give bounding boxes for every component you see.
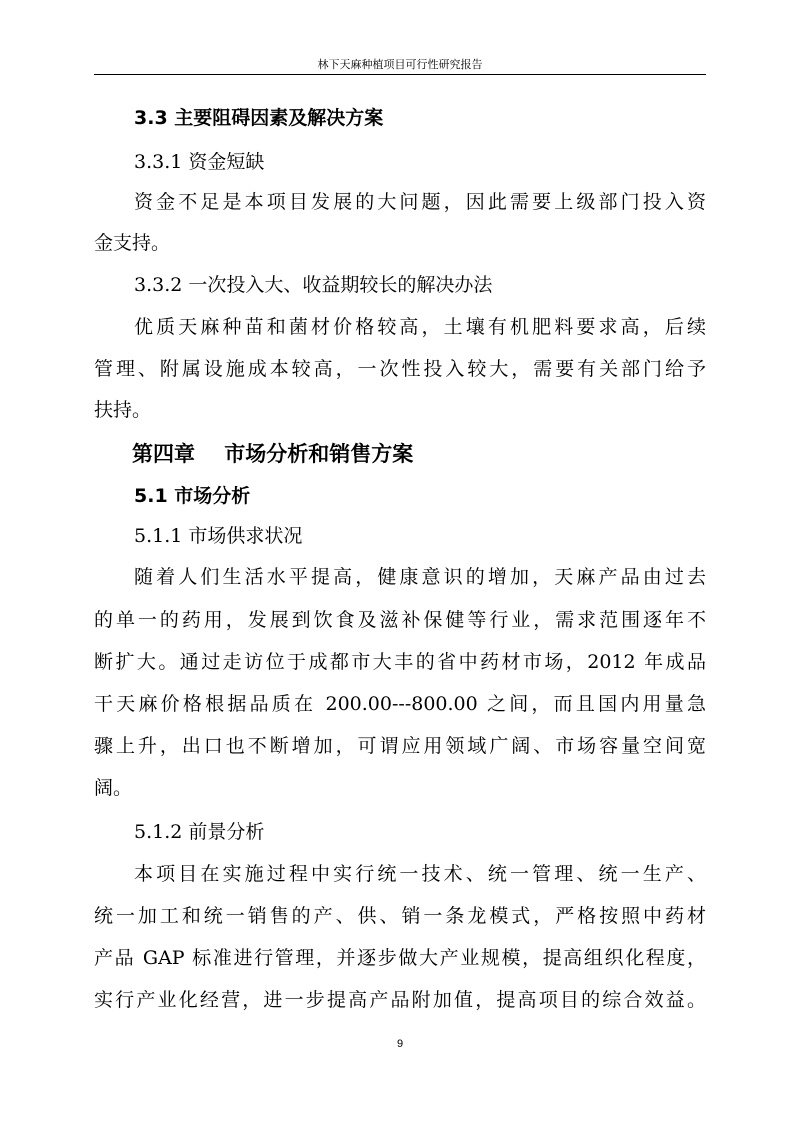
page-number: 9 [396,1038,404,1050]
paragraph-line: 金支持。 [94,232,171,254]
paragraph-line: 本项目在实施过程中实行统一技术、统一管理、统一生产、 [134,863,706,885]
paragraph-line: 阔。 [94,777,133,799]
header-rule [94,74,706,75]
paragraph-line: 扶持。 [94,399,152,421]
paragraph-line: 随着人们生活水平提高，健康意识的增加，天麻产品由过去 [134,566,706,588]
section-heading-5-1: 5.1 市场分析 [134,485,251,507]
paragraph-line: 断扩大。通过走访位于成都市大丰的省中药材市场，2012 年成品 [94,651,706,673]
subsection-heading-3-3-1: 3.3.1 资金短缺 [134,151,265,173]
running-header: 林下天麻种植项目可行性研究报告 [317,58,483,71]
paragraph-line: 产品 GAP 标准进行管理，并逐步做大产业规模，提高组织化程度， [94,947,706,969]
paragraph-line: 实行产业化经营，进一步提高产品附加值，提高项目的综合效益。 [94,989,706,1011]
paragraph-line: 干天麻价格根据品质在 200.00---800.00 之间，而且国内用量急 [94,693,706,715]
chapter-heading-4: 第四章 市场分析和销售方案 [132,442,414,466]
paragraph-line: 统一加工和统一销售的产、供、销一条龙模式，严格按照中药材 [94,905,706,927]
subsection-heading-3-3-2: 3.3.2 一次投入大、收益期较长的解决办法 [134,274,493,296]
section-heading-3-3: 3.3 主要阻碍因素及解决方案 [134,107,384,129]
paragraph-line: 骤上升，出口也不断增加，可谓应用领域广阔、市场容量空间宽 [94,735,706,757]
paragraph-line: 优质天麻种苗和菌材价格较高，土壤有机肥料要求高，后续 [134,316,706,338]
paragraph-line: 资金不足是本项目发展的大问题，因此需要上级部门投入资 [134,191,706,213]
paragraph-line: 的单一的药用，发展到饮食及滋补保健等行业，需求范围逐年不 [94,609,706,631]
subsection-heading-5-1-1: 5.1.1 市场供求状况 [134,525,303,547]
subsection-heading-5-1-2: 5.1.2 前景分析 [134,821,265,843]
paragraph-line: 管理、附属设施成本较高，一次性投入较大，需要有关部门给予 [94,358,706,380]
